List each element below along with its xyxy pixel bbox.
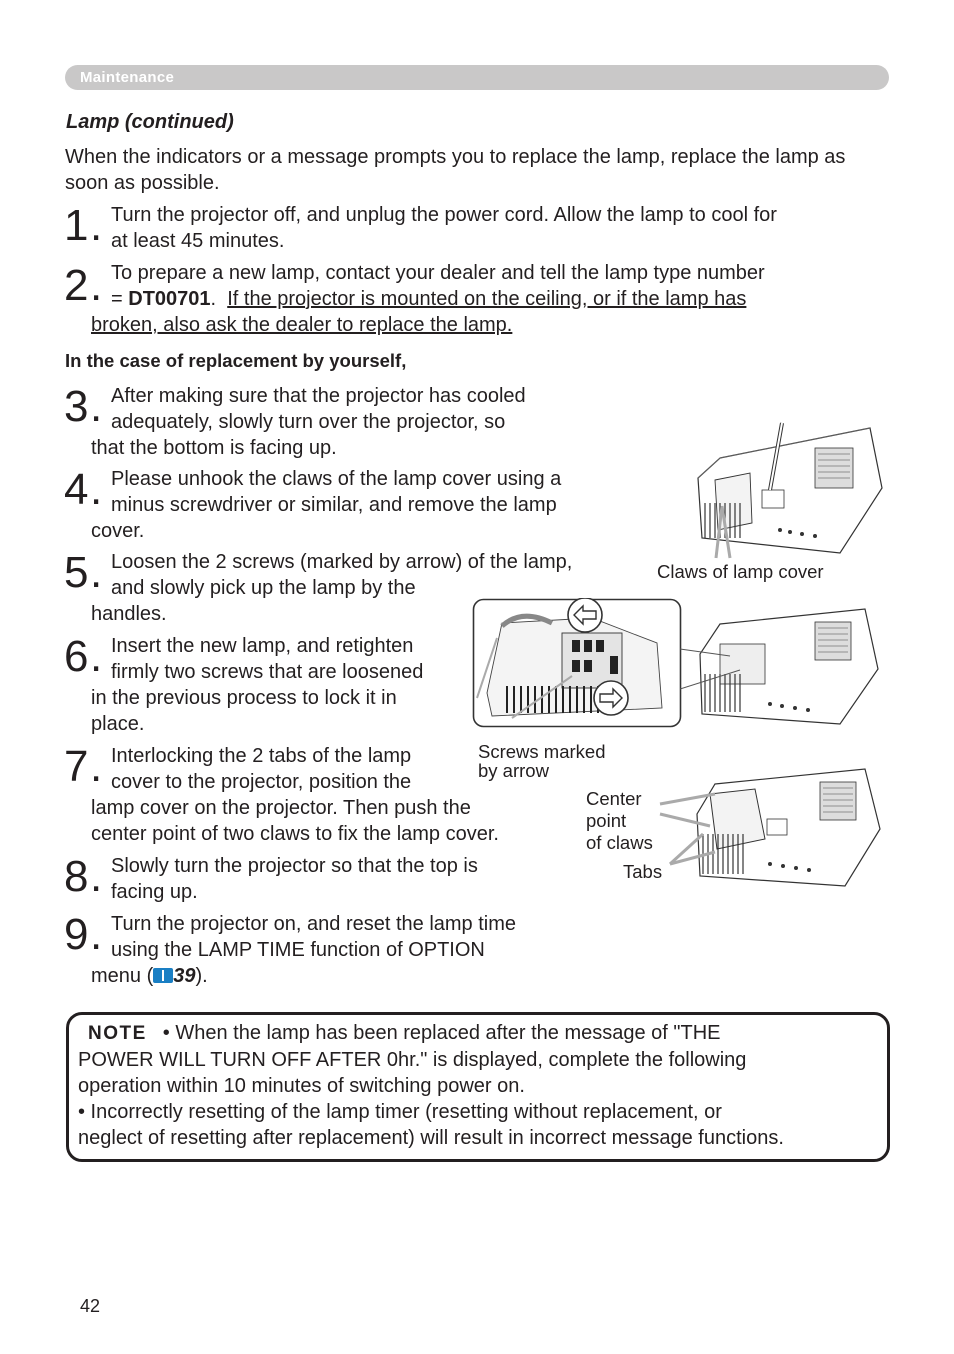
note-label: NOTE	[88, 1023, 147, 1044]
note-line-5: neglect of resetting after replacement) will result in incorrect message functions.	[78, 1127, 784, 1149]
step-5-line-1: Loosen the 2 screws (marked by arrow) of the lamp,	[111, 551, 573, 573]
section-title: Maintenance	[80, 69, 175, 86]
caption-center-3: of claws	[586, 832, 653, 853]
caption-screws	[478, 742, 605, 780]
step-dot-4: .	[90, 465, 103, 514]
lamp-part-number: DT00701	[128, 288, 211, 310]
projector-bottom-illustration-2	[680, 604, 880, 734]
intro-paragraph: When the indicators or a message prompts you to replace the lamp, replace the lamp as soon as possible.	[65, 146, 846, 194]
step-dot-5: .	[90, 548, 103, 597]
step-9-line-3	[91, 963, 208, 989]
projector-bottom-illustration-3	[655, 764, 885, 894]
step-1-line-1: Turn the projector off, and unplug the power cord. Allow the lamp to cool for	[111, 204, 777, 226]
book-reference-icon	[153, 968, 173, 983]
caption-center-1: Center	[586, 788, 642, 809]
step-6-line-3: in the previous process to lock it in	[91, 687, 397, 709]
step-3-line-2: adequately, slowly turn over the projector, so	[111, 411, 506, 433]
page-reference[interactable]: 39	[173, 965, 196, 987]
step-9-line-1: Turn the projector on, and reset the lamp time	[111, 913, 517, 935]
step-dot-7: .	[90, 742, 103, 791]
note-line-2: POWER WILL TURN OFF AFTER 0hr." is displayed, complete the following	[78, 1049, 747, 1071]
step-7-line-4: center point of two claws to fix the lamp cover.	[91, 823, 499, 845]
lamp-screws-closeup-illustration	[472, 598, 682, 728]
caption-claws: Claws of lamp cover	[657, 561, 824, 582]
step-4-line-2: minus screwdriver or similar, and remove the lamp	[111, 494, 557, 516]
note-line-4: • Incorrectly resetting of the lamp timer (resetting without replacement, or	[78, 1101, 722, 1123]
step-9-line-2: using the LAMP TIME function of OPTION	[111, 939, 485, 961]
period: .	[210, 288, 217, 310]
step-6-line-2: firmly two screws that are loosened	[111, 661, 424, 683]
step-dot-3: .	[90, 382, 103, 431]
step-5-line-2: and slowly pick up the lamp by the	[111, 577, 416, 599]
step-5-line-3: handles.	[91, 603, 167, 625]
step-6-line-1: Insert the new lamp, and retighten	[111, 635, 414, 657]
caption-center-2: point	[586, 810, 627, 831]
step-1-text	[111, 202, 891, 254]
step-7-line-1: Interlocking the 2 tabs of the lamp	[111, 745, 412, 767]
step-dot-8: .	[90, 852, 103, 901]
step-dot-2: .	[90, 261, 103, 310]
step-number-9: 9	[64, 910, 89, 959]
page-subtitle: Lamp (continued)	[66, 111, 234, 133]
equals-sign: =	[111, 288, 129, 310]
step-4-line-3: cover.	[91, 520, 145, 542]
step-number-2: 2	[64, 261, 89, 310]
step-dot-1: .	[90, 201, 103, 250]
step-number-7: 7	[64, 742, 89, 791]
step-3-line-1: After making sure that the projector has cooled	[111, 385, 526, 407]
step-dot-6: .	[90, 632, 103, 681]
step-number-1: 1	[64, 201, 89, 250]
step-number-5: 5	[64, 548, 89, 597]
caption-tabs: Tabs	[623, 861, 663, 882]
step-7-line-3: lamp cover on the projector. Then push the	[91, 797, 471, 819]
ceiling-warning-1: If the projector is mounted on the ceiling, or if the lamp has	[227, 288, 747, 310]
step-7-line-2: cover to the projector, position the	[111, 771, 412, 793]
step-number-8: 8	[64, 852, 89, 901]
page-number: 42	[80, 1296, 101, 1316]
step-2-line-2	[111, 286, 746, 312]
step-number-3: 3	[64, 382, 89, 431]
step-1-line-2: at least 45 minutes.	[111, 230, 285, 252]
note-line-1-text: • When the lamp has been replaced after the message of "THE	[162, 1022, 721, 1044]
note-line-1	[78, 1020, 888, 1047]
step-2-line-1: To prepare a new lamp, contact your dealer and tell the lamp type number	[111, 262, 765, 284]
step-number-6: 6	[64, 632, 89, 681]
note-line-3: operation within 10 minutes of switching power on.	[78, 1075, 525, 1097]
step-8-line-1: Slowly turn the projector so that the top is	[111, 855, 478, 877]
ceiling-warning-2: broken, also ask the dealer to replace the lamp.	[91, 314, 513, 336]
step-8-line-2: facing up.	[111, 881, 198, 903]
step-3-line-3: that the bottom is facing up.	[91, 437, 337, 459]
note-text	[78, 1020, 888, 1151]
menu-suffix: ).	[195, 965, 208, 987]
caption-screws-line-2: by arrow	[478, 760, 549, 781]
menu-prefix: menu (	[91, 965, 154, 987]
projector-bottom-illustration-1	[690, 418, 890, 568]
step-number-4: 4	[64, 465, 89, 514]
section-header-bar	[65, 65, 889, 90]
step-4-line-1: Please unhook the claws of the lamp cover using a	[111, 468, 562, 490]
step-dot-9: .	[90, 910, 103, 959]
step-6-line-4: place.	[91, 713, 145, 735]
caption-screws-line-1: Screws marked	[478, 741, 606, 762]
self-replacement-heading: In the case of replacement by yourself,	[65, 350, 407, 371]
